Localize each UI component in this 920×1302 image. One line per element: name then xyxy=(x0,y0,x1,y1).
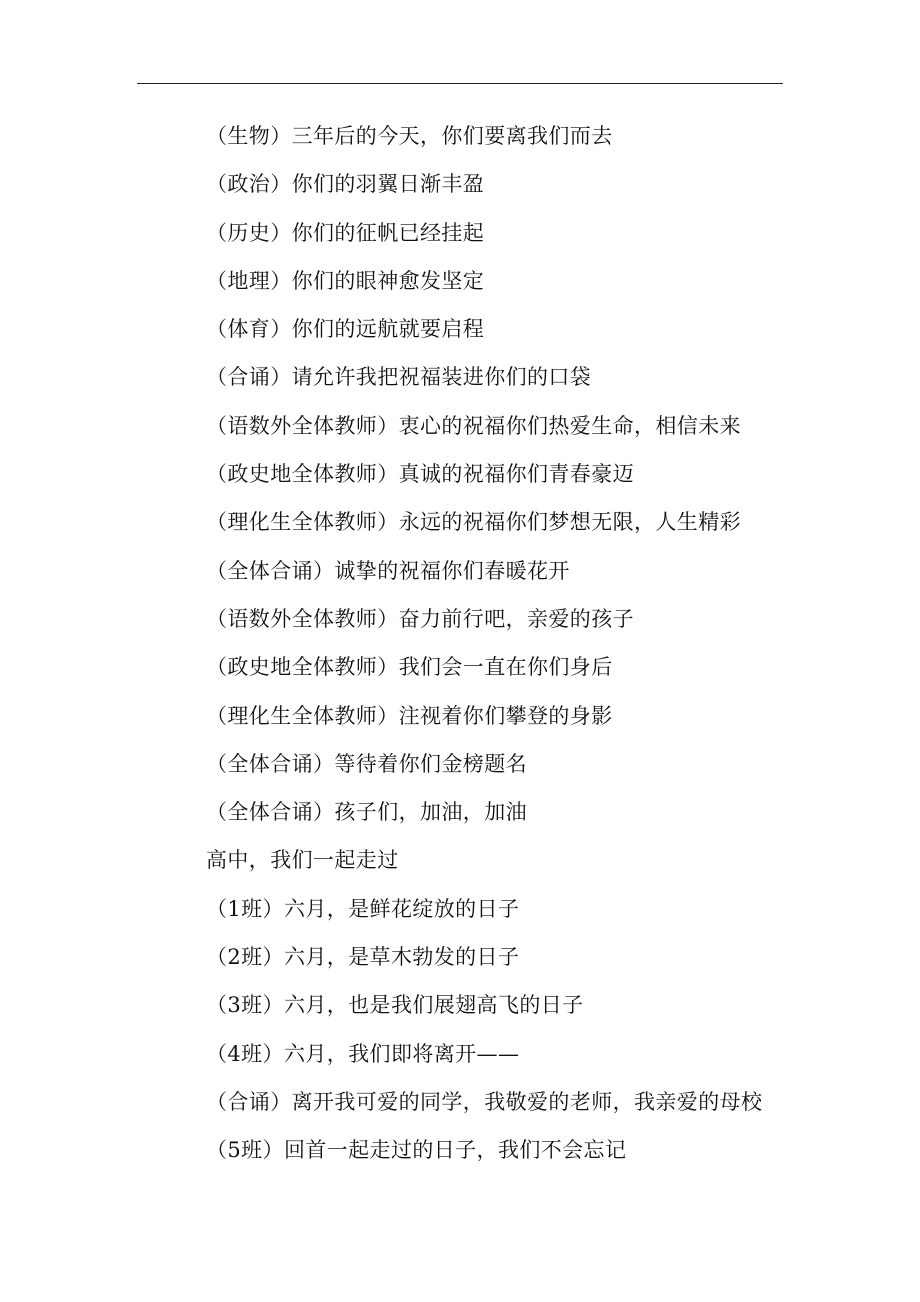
text-line: （地理）你们的眼神愈发坚定 xyxy=(206,268,485,293)
text-line: （3班）六月，也是我们展翅高飞的日子 xyxy=(206,993,584,1018)
header-rule xyxy=(137,83,783,84)
text-line: （合诵）离开我可爱的同学，我敬爱的老师，我亲爱的母校 xyxy=(206,1089,763,1114)
text-line: （全体合诵）孩子们，加油，加油 xyxy=(206,800,527,825)
text-lines xyxy=(0,112,920,1175)
text-line: （全体合诵）等待着你们金榜题名 xyxy=(206,751,527,776)
text-line: （语数外全体教师）衷心的祝福你们热爱生命，相信未来 xyxy=(206,413,741,438)
text-line: （合诵）请允许我把祝福装进你们的口袋 xyxy=(206,365,592,390)
text-line: （政治）你们的羽翼日渐丰盈 xyxy=(206,172,485,197)
text-line: （4班）六月，我们即将离开—— xyxy=(206,1041,520,1066)
text-line: （生物）三年后的今天，你们要离我们而去 xyxy=(206,124,613,148)
text-line: （理化生全体教师）注视着你们攀登的身影 xyxy=(206,703,613,728)
text-line: （体育）你们的远航就要启程 xyxy=(206,317,485,342)
text-line: （5班）回首一起走过的日子，我们不会忘记 xyxy=(206,1138,627,1163)
text-line: （2班）六月，是草木勃发的日子 xyxy=(206,945,520,970)
text-line: （政史地全体教师）真诚的祝福你们青春豪迈 xyxy=(206,462,634,487)
section-heading: 高中，我们一起走过 xyxy=(206,848,399,873)
text-line: （1班）六月，是鲜花绽放的日子 xyxy=(206,896,520,921)
text-line: （历史）你们的征帆已经挂起 xyxy=(206,220,485,245)
text-line: （语数外全体教师）奋力前行吧，亲爱的孩子 xyxy=(206,606,634,631)
text-line: （全体合诵）诚挚的祝福你们春暖花开 xyxy=(206,558,570,583)
text-line: （政史地全体教师）我们会一直在你们身后 xyxy=(206,655,613,680)
text-line: （理化生全体教师）永远的祝福你们梦想无限，人生精彩 xyxy=(206,510,741,535)
